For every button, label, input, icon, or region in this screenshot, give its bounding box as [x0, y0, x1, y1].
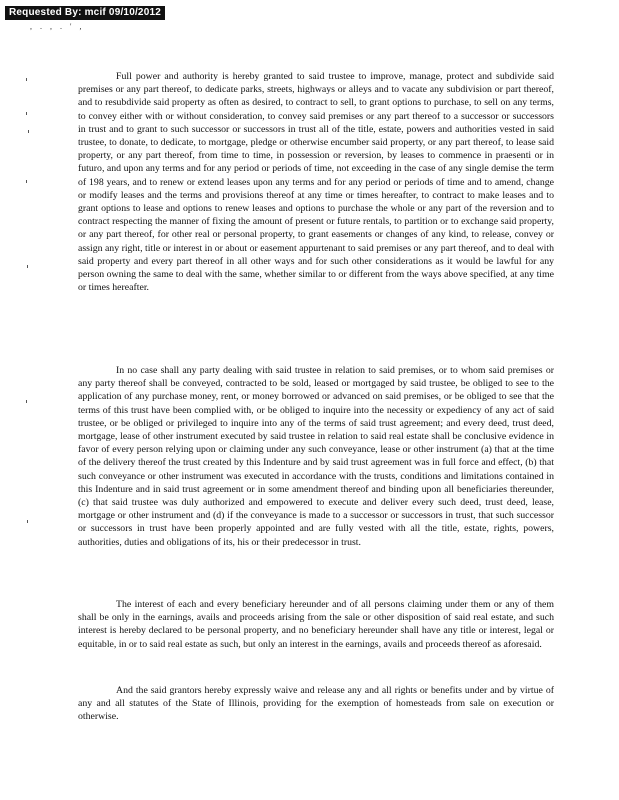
paragraph-homestead-waiver: And the said grantors hereby expressly waive and release any and all rights or benefits under and by virtue of any and all statutes of the State of Illinois, providing for the exemption of homesteads from sale on execution or otherwise.: [78, 685, 554, 723]
document-body: [78, 70, 554, 736]
request-stamp: Requested By: mcif 09/10/2012: [5, 6, 165, 20]
scan-speck: [28, 130, 29, 133]
scan-speck: [26, 180, 27, 183]
paragraph-trustee-powers: Full power and authority is hereby granted to said trustee to improve, manage, protect and subdivide said premises or any part thereof, to dedicate parks, streets, highways or alleys and to vacate any subdivision or part thereof, and to resubdivide said property as often as desired, to contract to sell, to grant options to purchase, to sell on any terms, to convey either with or without consideration, to convey said premises or any part thereof to a successor or successors in trust and to grant to such successor or successors in trust all of the title, estate, powers and authorities vested in said trustee, to donate, to dedicate, to mortgage, pledge or otherwise encumber said property, or any part thereof, to lease said property, or any part thereof, from time to time, in possession or reversion, by leases to commence in praesenti or in futuro, and upon any terms and for any period or periods of time, not exceeding in the case of any single demise the term of 198 years, and to renew or extend leases upon any terms and for any period or periods of time and to amend, change or modify leases and the terms and provisions thereof at any time or times hereafter, to contract to make leases and to grant options to lease and options to renew leases and options to purchase the whole or any part of the reversion and to contract respecting the manner of fixing the amount of present or future rentals, to partition or to exchange said property, or any part thereof, for other real or personal property, to grant easements or changes of any kind, to release, convey or assign any right, title or interest in or about or easement appurtenant to said premises or any part thereof, and to deal with said property and every part thereof in all other ways and for such other considerations as it would be lawful for any person owning the same to deal with the same, whether similar to or different from the ways above specified, at any time or times hereafter.: [78, 71, 554, 294]
paragraph-party-dealing: In no case shall any party dealing with said trustee in relation to said premises, or to whom said premises or any party thereof shall be conveyed, contracted to be sold, leased or mortgaged by said trustee, be obliged to see to the application of any purchase money, rent, or money borrowed or advanced on said premises, or be obliged to see that the terms of this trust have been complied with, or be obliged to inquire into the necessity or expediency of any act of said trustee, or be obliged or privileged to inquire into any of the terms of said trust agreement; and every deed, trust deed, mortgage, lease of other instrument executed by said trustee in relation to said real estate shall be conclusive evidence in favor of every person relying upon or claiming under any such conveyance, lease or other instrument (a) that at the time of the delivery thereof the trust created by this Indenture and by said trust agreement was in full force and effect, (b) that such conveyance or other instrument was executed in accordance with the trusts, conditions and limitations contained in this Indenture and in said trust agreement or in some amendment thereof and binding upon all beneficiaries thereunder, (c) that said trustee was duly authorized and empowered to execute and deliver every such deed, trust deed, lease, mortgage or other instrument and (d) if the conveyance is made to a successor or successors in trust, that such successor or successors in trust have been properly appointed and are fully vested with all the title, estate, rights, powers, authorities, duties and obligations of its, his or their predecessor in trust.: [78, 365, 554, 548]
scan-speck: [26, 112, 27, 115]
paragraph-beneficiary-interest: The interest of each and every beneficiary hereunder and of all persons claiming under them or any of them shall be only in the earnings, avails and proceeds arising from the sale or other disposition of said real estate, and such interest is hereby declared to be personal property, and no beneficiary hereunder shall have any title or interest, legal or equitable, in or to said real estate as such, but only an interest in the earnings, avails and proceeds thereof as aforesaid.: [78, 599, 554, 650]
scan-speck: [26, 400, 27, 403]
scan-speck: [27, 520, 28, 523]
scan-marks: , . , . ' ,: [30, 22, 85, 31]
scan-speck: [26, 78, 27, 81]
scan-speck: [27, 265, 28, 268]
